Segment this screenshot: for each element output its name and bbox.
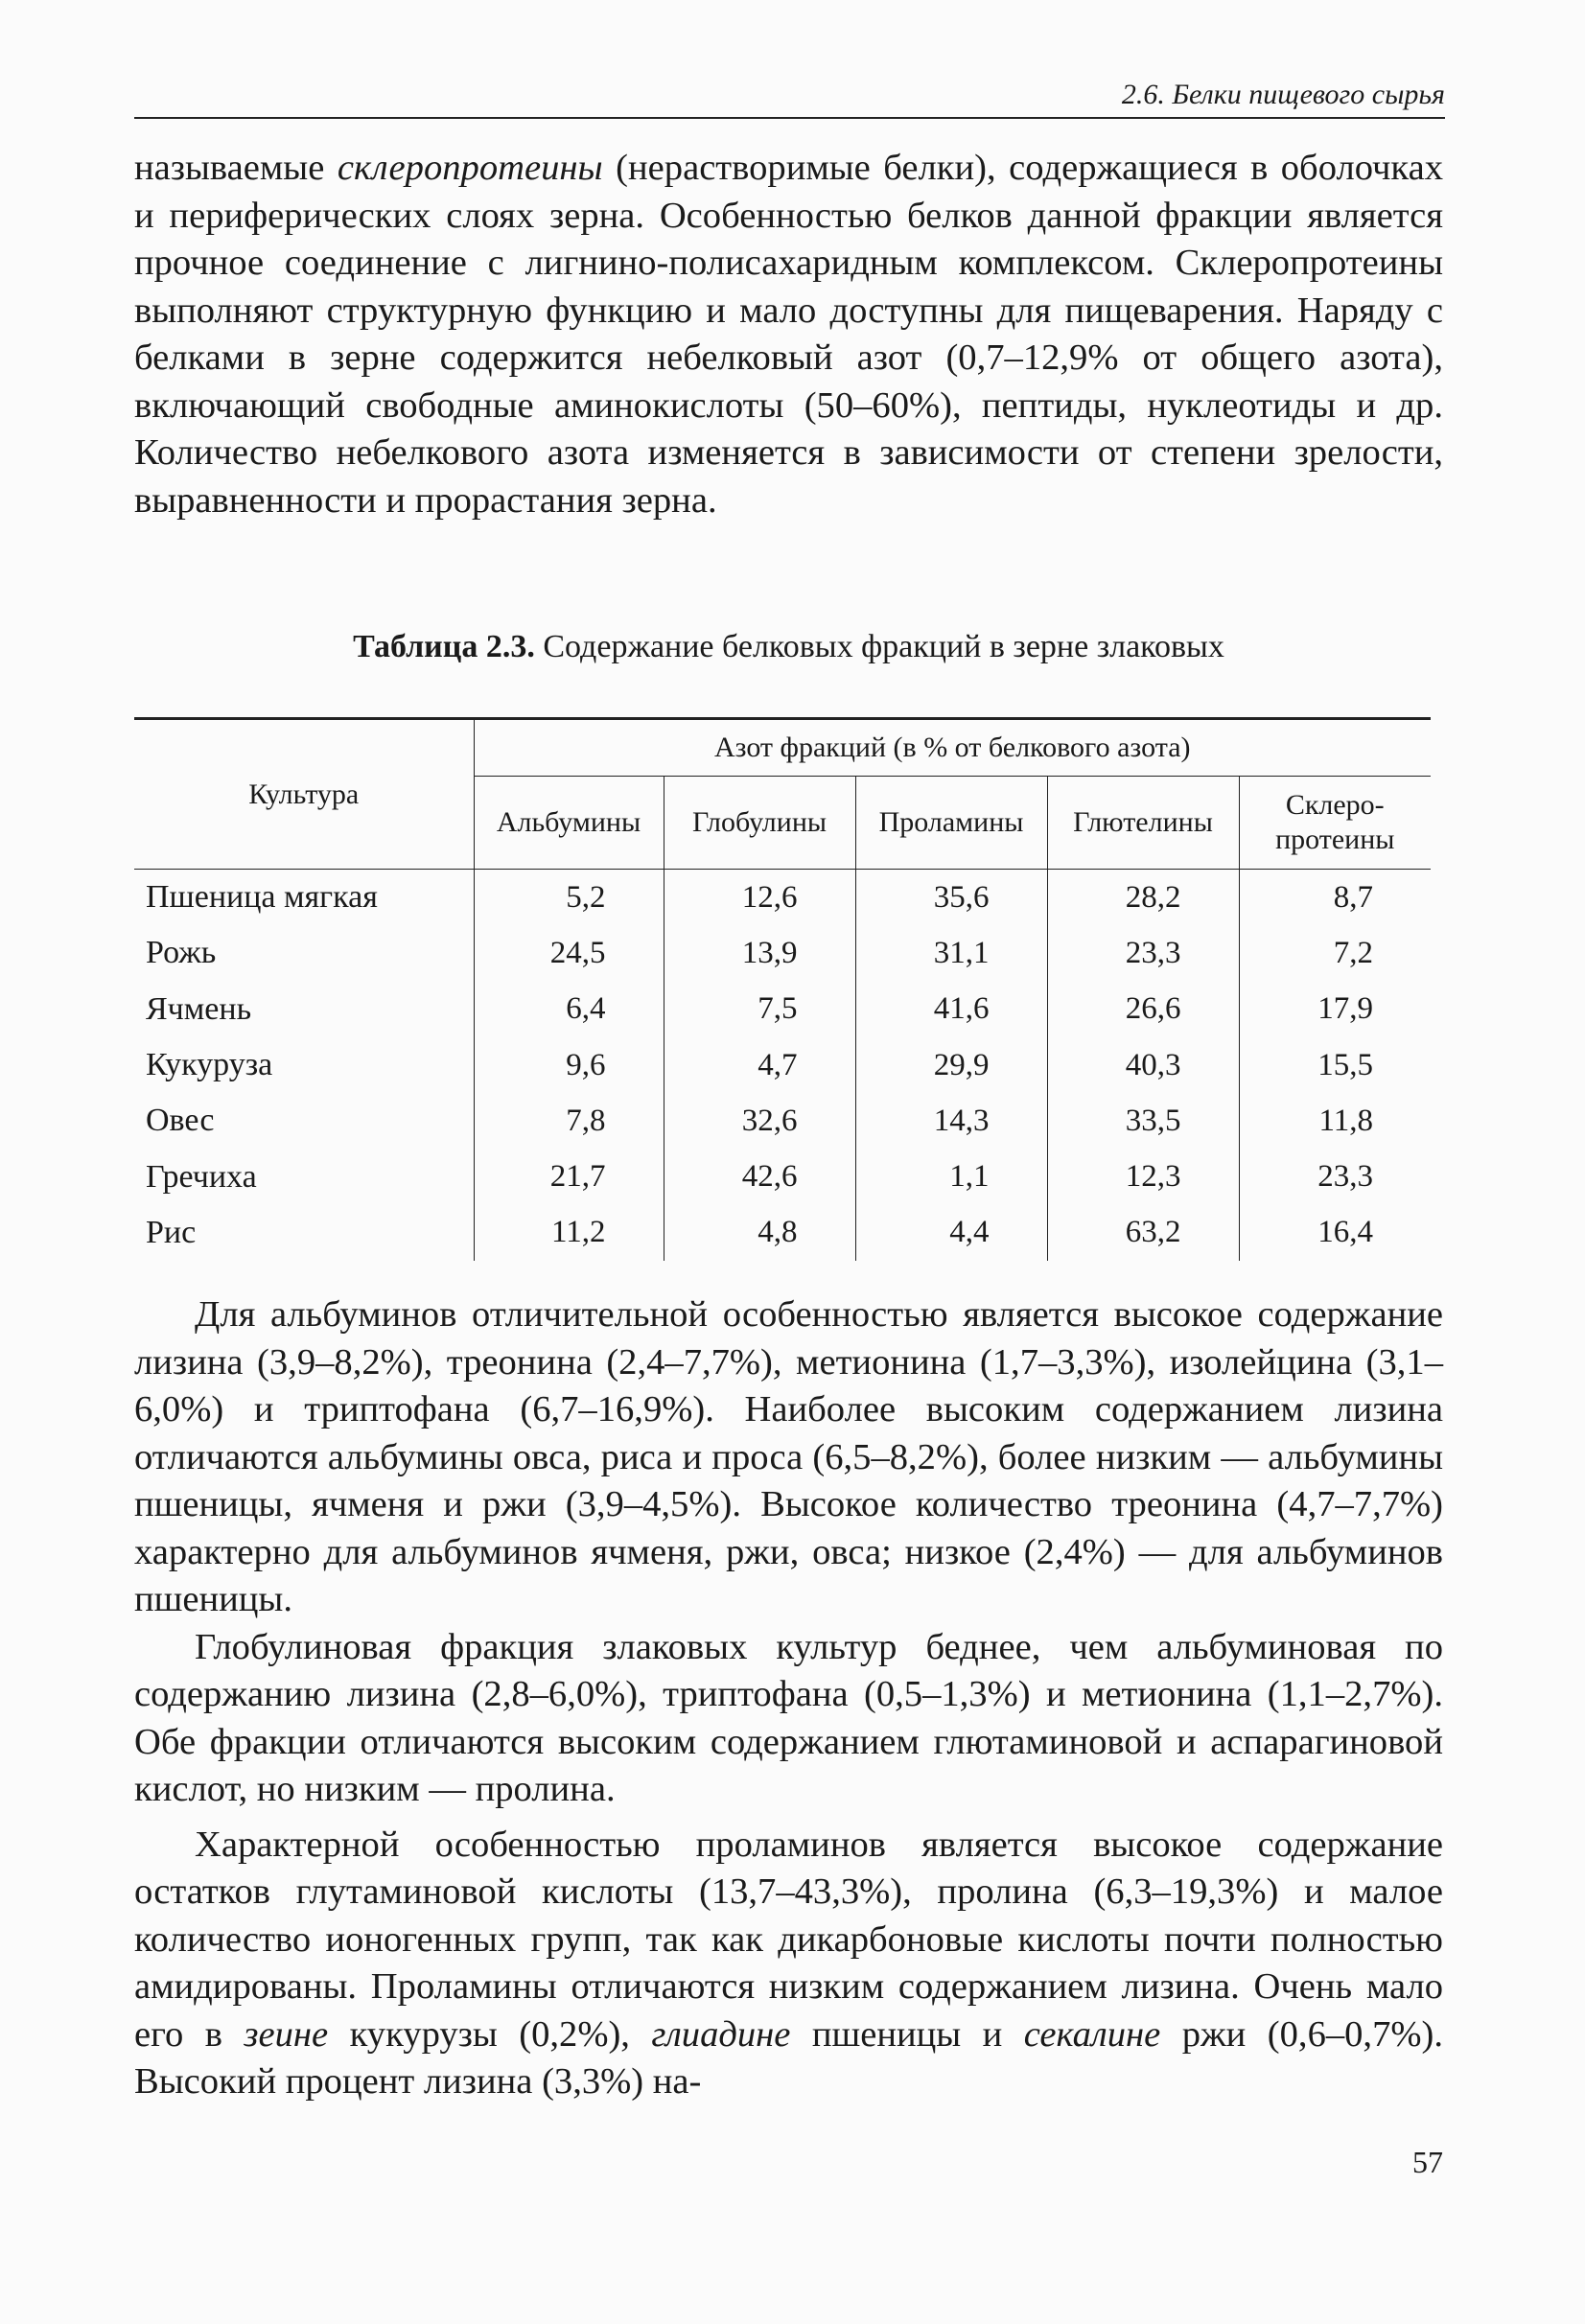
term-zein: зеине [244,2013,329,2055]
prolamins-value: 35,6 [855,870,1047,926]
glutelins-value: 33,5 [1047,1093,1239,1149]
albumins-value: 11,2 [474,1205,664,1261]
column-header-scleroproteins: Склеро-протеины [1239,777,1431,870]
albumins-value: 24,5 [474,925,664,981]
prolamins-value: 1,1 [855,1149,1047,1204]
prolamins-text-3: пшеницы и [790,2013,1024,2055]
paragraph-1-lead: называемые [134,148,338,188]
culture-name: Гречиха [146,1158,257,1195]
prolamins-value: 4,4 [855,1205,1047,1261]
column-header-globulins: Глобулины [664,777,855,870]
table-row [134,925,1431,981]
paragraph-albumins: Для альбуминов отличительной особенностью является высокое содержание лизина (3,9–8,2%), треонина (2,4–7,7%), метионина (1,7–3,3%), изолейцина (3,1–6,0%) и триптофана (6,7–16,9%). Наиболее высоким содержанием лизина отличаются альбумины овса, риса и проса (6,5–8,2%), более низким — альбумины пшеницы, ячменя и ржи (3,9–4,5%). Высокое количество треонина (4,7–7,7%) характерно для альбуминов ячменя, ржи, овса; низкое (2,4%) — для альбуминов пшеницы. [134,1294,1443,1619]
body-continuation [134,1291,1443,2106]
albumins-value: 5,2 [474,870,664,926]
scleroproteins-value: 7,2 [1239,925,1431,981]
globulins-value: 12,6 [664,870,855,926]
prolamins-value: 31,1 [855,925,1047,981]
scleroproteins-value: 8,7 [1239,870,1431,926]
scleroproteins-value: 15,5 [1239,1037,1431,1093]
glutelins-value: 12,3 [1047,1149,1239,1204]
globulins-value: 4,7 [664,1037,855,1093]
albumins-value: 6,4 [474,982,664,1037]
prolamins-value: 29,9 [855,1037,1047,1093]
term-scleroproteins: склеропротеины [337,148,603,188]
globulins-value: 13,9 [664,925,855,981]
prolamins-value: 14,3 [855,1093,1047,1149]
glutelins-value: 26,6 [1047,982,1239,1037]
albumins-value: 9,6 [474,1037,664,1093]
culture-name: Пшеница мягкая [146,879,378,916]
globulins-value: 7,5 [664,982,855,1037]
prolamins-text-1: Характерной особенностью проламинов является высокое содержание остатков глутаминовой кислоты (13,7–43,3%), пролина (6,3–19,3%) и малое количество ионогенных групп, так как дикарбоновые кислоты почти полностью амидированы. Проламины отличаются низким содержанием лизина. Очень мало его в [134,1824,1443,2055]
albumins-value: 7,8 [474,1093,664,1149]
glutelins-value: 28,2 [1047,870,1239,926]
scleroproteins-value: 17,9 [1239,982,1431,1037]
prolamins-text-2: кукурузы (0,2%), [328,2013,652,2055]
table-row [134,1037,1431,1093]
table-caption-label: Таблица 2.3. [353,629,535,664]
paragraph-globulins: Глобулиновая фракция злаковых культур беднее, чем альбуминовая по содержанию лизина (2,8–6,0%), триптофана (0,5–1,3%) и метионина (1,1–2,7%). Обе фракции отличаются высоким содержанием глютаминовой и аспарагиновой кислот, но низким — пролина. [134,1626,1443,1809]
table-row [134,870,1431,926]
protein-fractions-table [134,717,1431,1261]
culture-name: Рис [146,1214,197,1250]
albumins-value: 21,7 [474,1149,664,1204]
table-row [134,1093,1431,1149]
column-header-prolamins: Проламины [855,777,1047,870]
scleroproteins-value: 11,8 [1239,1093,1431,1149]
column-header-glutelins: Глютелины [1047,777,1239,870]
page-number: 57 [1412,2145,1443,2179]
globulins-value: 32,6 [664,1093,855,1149]
scleroproteins-value: 16,4 [1239,1205,1431,1261]
nitrogen-fraction-header: Азот фракций (в % от белкового азота) [474,719,1431,777]
prolamins-value: 41,6 [855,982,1047,1037]
glutelins-value: 63,2 [1047,1205,1239,1261]
culture-name: Овес [146,1103,215,1139]
term-gliadin: глиадине [651,2013,791,2055]
prolamins-text-4: ржи (0,6–0,7%). Высокий процент лизина (3,3%) на- [134,2013,1443,2102]
glutelins-value: 40,3 [1047,1037,1239,1093]
table-caption [134,629,1443,665]
table-row [134,1205,1431,1261]
culture-name: Ячмень [146,990,252,1027]
term-secalin: секалине [1023,2013,1161,2055]
scleroproteins-value: 23,3 [1239,1149,1431,1204]
table-row [134,982,1431,1037]
culture-name: Кукуруза [146,1047,273,1083]
globulins-value: 4,8 [664,1205,855,1261]
table-row [134,1149,1431,1204]
column-header-albumins: Альбумины [474,777,664,870]
culture-header: Культура [134,719,474,870]
running-head: 2.6. Белки пищевого сырья [134,79,1445,119]
culture-name: Рожь [146,935,217,971]
globulins-value: 42,6 [664,1149,855,1204]
paragraph-1 [134,145,1443,524]
paragraph-prolamins [134,1822,1443,2106]
paragraph-1-text: (нерастворимые белки), содержащиеся в оболочках и периферических слоях зерна. Особенностью белков данной фракции является прочное соединение с лигнино-полисахаридным комплексом. Склеропротеины выполняют структурную функцию и мало доступны для пищеварения. Наряду с белками в зерне содержится небелковый азот (0,7–12,9% от общего азота), включающий свободные аминокислоты (50–60%), пептиды, нуклеотиды и др. Количество небелкового азота изменяется в зависимости от степени зрелости, выравненности и прорастания зерна. [134,148,1443,521]
glutelins-value: 23,3 [1047,925,1239,981]
table-caption-text: Содержание белковых фракций в зерне злаковых [534,629,1224,664]
